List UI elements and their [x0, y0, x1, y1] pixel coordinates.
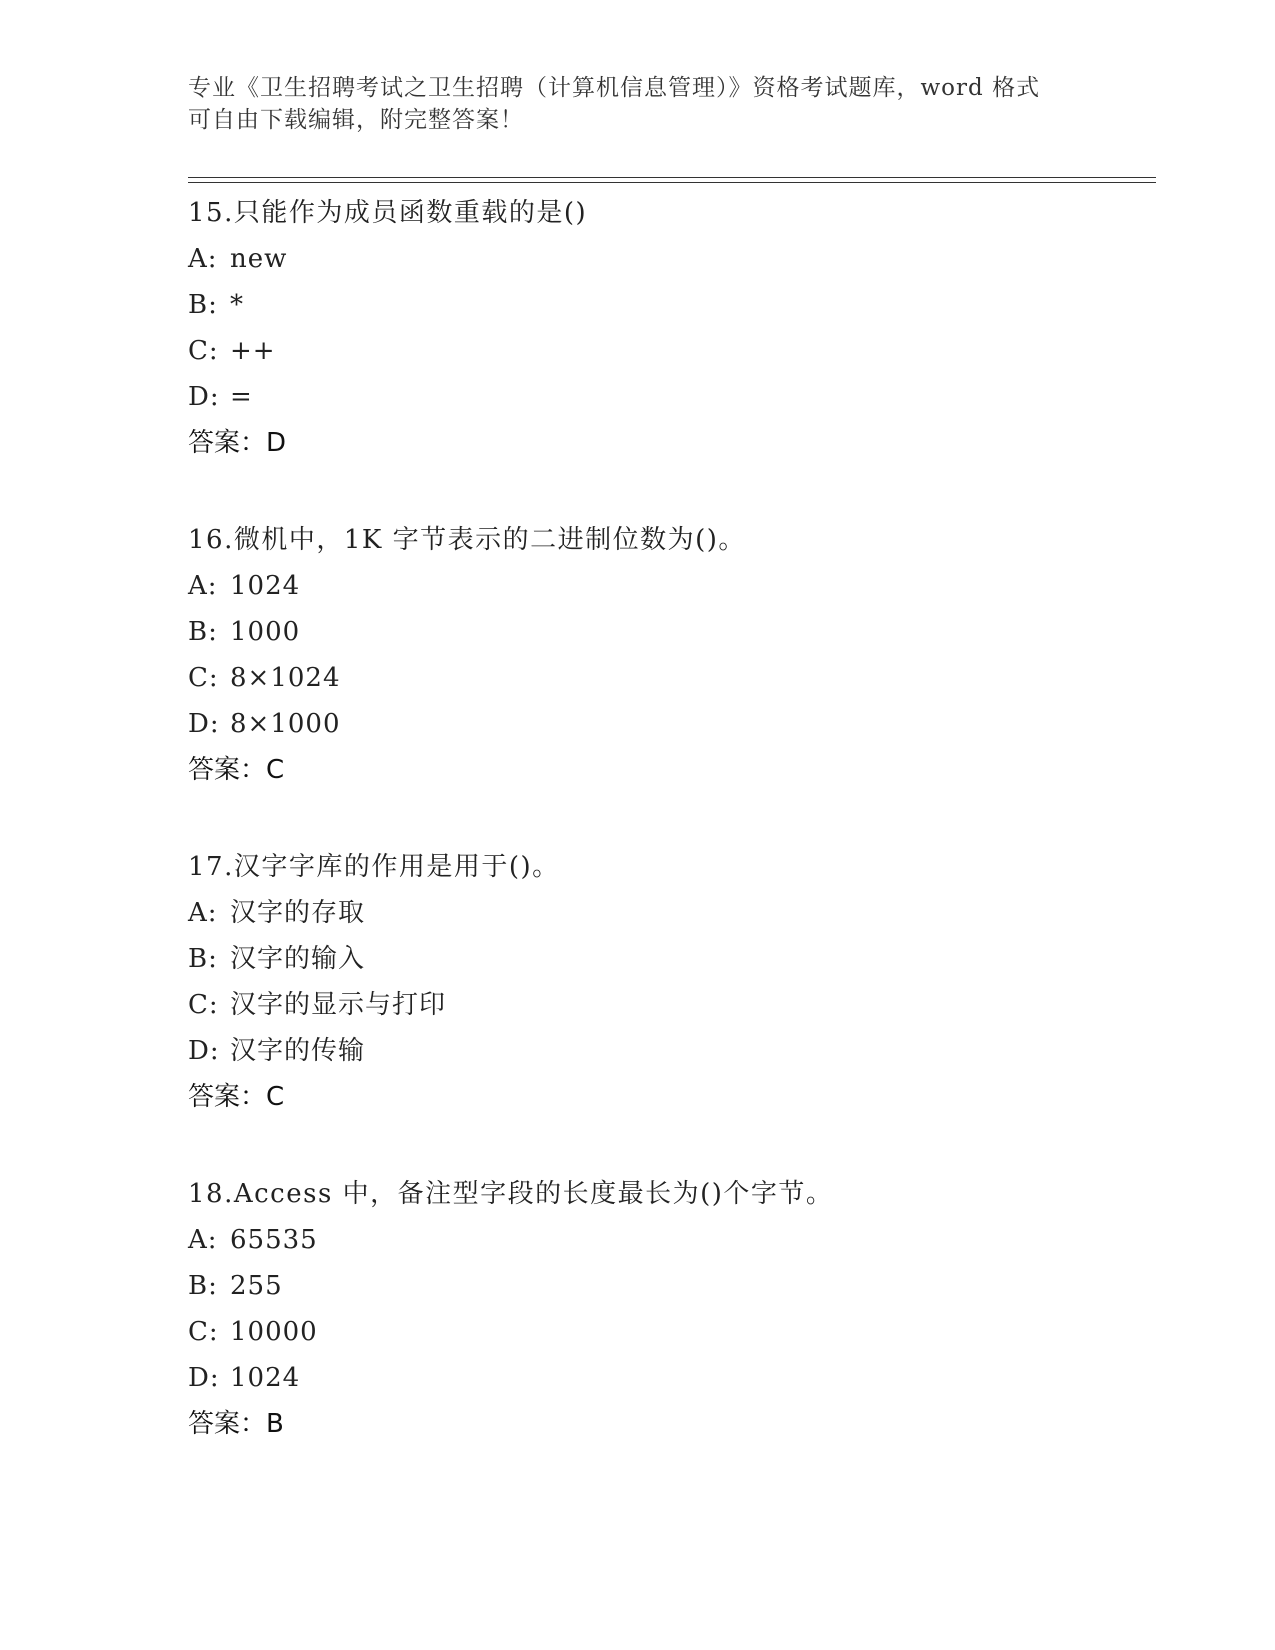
option-text: 汉字的存取: [230, 898, 366, 928]
header-line-2: 可自由下载编辑，附完整答案！: [188, 107, 524, 133]
question-title: 17.汉字字库的作用是用于()。: [188, 852, 560, 882]
question-15: [188, 190, 1148, 466]
option-letter: B:: [188, 944, 218, 974]
answer: 答案：C: [188, 1082, 285, 1112]
question-title: 18.Access 中，备注型字段的长度最长为()个字节。: [188, 1179, 834, 1209]
question-16: [188, 517, 1148, 793]
option-c: [188, 328, 1148, 374]
option-letter: D:: [188, 1036, 220, 1066]
option-letter: A:: [188, 1225, 218, 1255]
option-letter: A:: [188, 898, 218, 928]
option-letter: B:: [188, 290, 218, 320]
option-text: 汉字的输入: [230, 944, 366, 974]
option-a: [188, 563, 1148, 609]
question-18: [188, 1171, 1148, 1447]
option-text: new: [230, 244, 288, 274]
option-letter: D:: [188, 382, 220, 412]
document-header: [188, 72, 1088, 136]
option-letter: C:: [188, 663, 219, 693]
answer: 答案：B: [188, 1409, 284, 1439]
option-text: *: [230, 290, 244, 320]
option-letter: A:: [188, 244, 218, 274]
option-c: [188, 982, 1148, 1028]
option-text: 255: [230, 1271, 283, 1301]
question-list: [188, 190, 1148, 1498]
option-d: [188, 1355, 1148, 1401]
option-text: 10000: [230, 1317, 318, 1347]
header-divider-top: [188, 177, 1156, 178]
option-d: [188, 374, 1148, 420]
question-17: [188, 844, 1148, 1120]
option-letter: B:: [188, 617, 218, 647]
option-text: =: [230, 382, 253, 412]
option-a: [188, 1217, 1148, 1263]
question-title: 16.微机中，1K 字节表示的二进制位数为()。: [188, 525, 746, 555]
option-c: [188, 655, 1148, 701]
question-title: 15.只能作为成员函数重载的是(): [188, 198, 588, 228]
option-letter: C:: [188, 1317, 219, 1347]
option-text: 汉字的传输: [230, 1036, 366, 1066]
option-letter: D:: [188, 1363, 220, 1393]
option-text: 1000: [230, 617, 301, 647]
header-divider-bottom: [188, 182, 1156, 183]
option-text: 8×1000: [230, 709, 341, 739]
option-letter: A:: [188, 571, 218, 601]
option-d: [188, 701, 1148, 747]
option-a: [188, 890, 1148, 936]
option-a: [188, 236, 1148, 282]
option-letter: D:: [188, 709, 220, 739]
option-b: [188, 1263, 1148, 1309]
option-text: 汉字的显示与打印: [230, 990, 447, 1020]
answer: 答案：C: [188, 755, 285, 785]
option-letter: C:: [188, 990, 219, 1020]
option-b: [188, 609, 1148, 655]
header-line-1: 专业《卫生招聘考试之卫生招聘（计算机信息管理）》资格考试题库，word 格式: [188, 75, 1041, 101]
answer: 答案：D: [188, 428, 287, 458]
option-d: [188, 1028, 1148, 1074]
option-text: 1024: [230, 571, 301, 601]
option-c: [188, 1309, 1148, 1355]
option-text: 8×1024: [230, 663, 341, 693]
option-text: ++: [230, 336, 276, 366]
option-b: [188, 936, 1148, 982]
option-text: 1024: [230, 1363, 301, 1393]
option-letter: B:: [188, 1271, 218, 1301]
option-text: 65535: [230, 1225, 318, 1255]
option-letter: C:: [188, 336, 219, 366]
option-b: [188, 282, 1148, 328]
